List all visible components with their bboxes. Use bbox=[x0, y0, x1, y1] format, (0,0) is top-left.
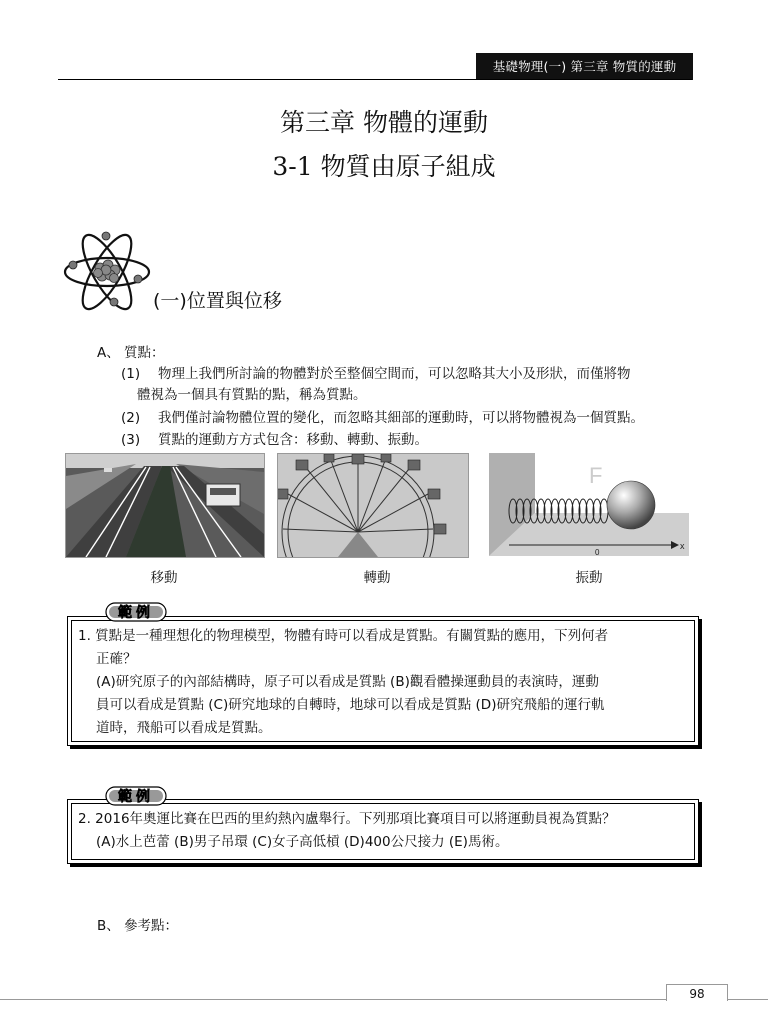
example-1-line: 員可以看成是質點 (C)研究地球的自轉時，地球可以看成是質點 (D)研究飛船的運行軌 bbox=[96, 697, 605, 713]
chapter-title: 第三章 物體的運動 bbox=[280, 108, 488, 137]
example-1-line: 1. 質點是一種理想化的物理模型，物體有時可以看成是質點。有關質點的應用，下列何者 bbox=[78, 628, 609, 644]
spring-ball-diagram bbox=[489, 453, 689, 556]
part-a-label: A、 質點： bbox=[97, 345, 165, 361]
item-text: 我們僅討論物體位置的變化，而忽略其細部的運動時，可以將物體視為一個質點。 bbox=[158, 410, 644, 426]
example-label-1 bbox=[105, 601, 167, 623]
example-label-2 bbox=[105, 785, 167, 807]
footer-rule bbox=[0, 999, 768, 1000]
item-text-continued: 體視為一個具有質點的點，稱為質點。 bbox=[137, 387, 367, 403]
page-number: 98 bbox=[666, 984, 728, 1001]
part-b-label: B、 參考點： bbox=[97, 918, 179, 934]
item-text: 質點的運動方方式包含：移動、轉動、振動。 bbox=[158, 432, 428, 448]
example-box-1 bbox=[67, 616, 699, 746]
force-label: F bbox=[589, 463, 603, 488]
item-text: 物理上我們所討論的物體對於至整個空間而，可以忽略其大小及形狀，而僅將物 bbox=[158, 366, 631, 382]
subsection-title: (一)位置與位移 bbox=[153, 290, 282, 312]
example-2-line: (A)水上芭蕾 (B)男子吊環 (C)女子高低槓 (D)400公尺接力 (E)馬術。 bbox=[96, 834, 509, 850]
atom-icon bbox=[62, 228, 152, 316]
item-number: (3) bbox=[121, 432, 141, 448]
caption-translation: 移動 bbox=[150, 570, 178, 586]
example-2-line: 2. 2016年奧運比賽在巴西的里約熱內盧舉行。下列那項比賽項目可以將運動員視為質點？ bbox=[78, 811, 616, 827]
example-label-text: 範例 bbox=[118, 605, 154, 621]
example-1-line: (A)研究原子的內部結構時，原子可以看成是質點 (B)觀看體操運動員的表演時，運動 bbox=[96, 674, 599, 690]
example-1-line: 道時，飛船可以看成是質點。 bbox=[96, 720, 272, 736]
origin-label: 0 bbox=[595, 548, 600, 556]
header-chapter-tab: 基礎物理(一) 第三章 物質的運動 bbox=[476, 53, 693, 80]
example-label-text: 範例 bbox=[118, 789, 154, 805]
item-number: (1) bbox=[121, 366, 141, 382]
header-rule bbox=[58, 79, 692, 80]
item-number: (2) bbox=[121, 410, 141, 426]
highway-photo bbox=[65, 453, 265, 558]
caption-vibration: 振動 bbox=[575, 570, 603, 586]
section-title: 3-1 物質由原子組成 bbox=[272, 152, 496, 181]
example-1-line: 正確？ bbox=[96, 651, 137, 667]
example-box-2 bbox=[67, 799, 699, 864]
x-axis-label: x bbox=[680, 541, 685, 551]
ferris-wheel-photo bbox=[277, 453, 469, 558]
caption-rotation: 轉動 bbox=[363, 570, 391, 586]
